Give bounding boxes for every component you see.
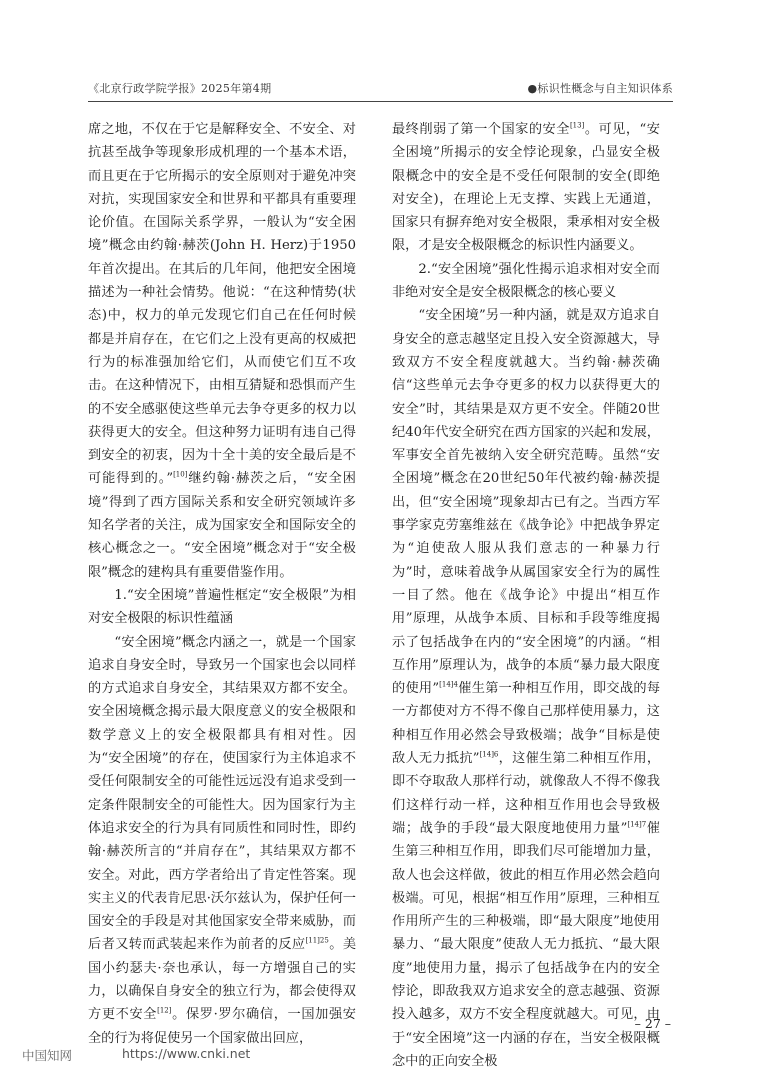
paragraph-text: 。美国小约瑟夫·奈也承认，每一方增强自己的实力，以确保自身安全的独立行为，都会使得双方更不安全 (88, 937, 357, 1023)
paragraph-text: 催生第三种相互作用，即我们尽可能增加力量，敌人也会这样做，彼此的相互作用必然会趋向极端。可见，根据“相互作用”原理，三种相互作用所产生的三种极端，即“最大限度”地使用暴力、“最大限度”使敌人无力抵抗、“最大限度”地使用力量，揭示了包括战争在内的安全悖论，即敌我双方追求安全的意志越强、资源投入越多，双方不安全程度就越大。可见，由于“安全困境”这一内涵的存在，当安全极限概念中的正向安全极 (392, 820, 660, 1069)
cnki-brand: 中国知网 (22, 1048, 73, 1063)
page-number: – 27 – (634, 1016, 671, 1031)
paragraph-text: 催生第一种相互作用，即交战的每一方都使对方不得不像自己那样使用暴力，这种相互作用必然会导致极端；战争“目标是使敌人无力抵抗” (392, 681, 661, 767)
citation: [12] (157, 1006, 172, 1015)
journal-title: 《北京行政学院学报》2025年第4期 (88, 82, 272, 95)
watermark-footer (0, 1046, 761, 1064)
right-column (392, 118, 660, 1073)
section-title: ●标识性概念与自主知识体系 (527, 82, 673, 95)
header-rule (88, 101, 673, 102)
paragraph-text: 。保罗·罗尔确信，一国加强安全的行为将促使另一个国家做出回应， (88, 1007, 356, 1046)
paragraph (392, 304, 660, 1073)
paragraph (88, 118, 356, 584)
paragraph (392, 118, 660, 258)
paragraph-text: ，这催生第二种相互作用，即不夺取敌人那样行动，就像敌人不得不像我们这样行动一样，这种相互作用也会导致极端；战争的手段“最大限度地使用力量” (392, 751, 661, 836)
section-heading: 1.“安全困境”普遍性框定“安全极限”为相对安全极限的标识性蕴涵 (88, 587, 356, 627)
paragraph-text: 最终削弱了第一个国家的安全 (392, 122, 570, 137)
citation: [13] (569, 121, 585, 130)
citation: [14]6 (479, 750, 499, 759)
paragraph-text: “安全困境”概念内涵之一，就是一个国家追求自身安全时，导致另一个国家也会以同样的方式追求自身安全，其结果双方都不安全。安全困境概念揭示最大限度意义的安全极限和数学意义上的安全极限都具有相对性。因为“安全困境”的存在，使国家行为主体追求不受任何限制安全的可能性远远没有追求受到一定条件限制安全的可能性大。因为国家行为主体追求安全的行为具有同质性和同时性，即约翰·赫茨所言的“并肩存在”，其结果双方都不安全。对此，西方学者给出了肯定性答案。现实主义的代表肯尼思·沃尔兹认为，保护任何一国安全的手段是对其他国家安全带来威胁，而后者又转而武装起来作为前者的反应 (88, 634, 356, 953)
paragraph-text: “安全困境”另一种内涵，就是双方追求自身安全的意志越坚定且投入安全资源越大，导致双方不安全程度就越大。当约翰·赫茨确信“这些单元去争夺更多的权力以获得更大的安全”时，其结果是双方更不安全。伴随20世纪40年代安全研究在西方国家的兴起和发展，军事安全首先被纳入安全研究范畴。虽然“安全困境”概念在20世纪50年代被约翰·赫茨提出，但“安全困境”现象却古已有之。当西方军事学家克劳塞维兹在《战争论》中把战争界定为“迫使敌人服从我们意志的一种暴力行为”时，意味着战争从属国家安全行为的属性一目了然。他在《战争论》中提出“相互作用”原理，从战争本质、目标和手段等维度揭示了包括战争在内的“安全困境”的内涵。“相互作用”原理认为，战争的本质“暴力最大限度的使用” (392, 308, 660, 697)
citation: [14]7 (627, 820, 647, 829)
citation: [10] (173, 471, 188, 480)
left-column (88, 118, 356, 1050)
paragraph-text: 继约翰·赫茨之后，“安全困境”得到了西方国际关系和安全研究领域许多知名学者的关注，成为国家安全和国际安全的核心概念之一。“安全困境”概念对于“安全极限”概念的建构具有重要借鉴作用。 (88, 471, 356, 580)
citation: [11]25 (305, 937, 329, 945)
running-header (88, 78, 673, 98)
paragraph-text: 席之地，不仅在于它是解释安全、不安全、对抗甚至战争等现象形成机理的一个基本术语，而且更在于它所揭示的安全原则对于避免冲突对抗，实现国家安全和世界和平都具有重要理论价值。在国际关系学界，一般认为“安全困境”概念由约翰·赫茨(John H. Herz)于1950年首次提出。在其后的几年间，他把安全困境描述为一种社会情势。他说：“在这种情势(状态)中，权力的单元发现它们自己在任何时候都是并肩存在，在它们之上没有更高的权威把行为的标准强加给它们，从而使它们互不攻击。在这种情况下，由相互猜疑和恐惧而产生的不安全感驱使这些单元去争夺更多的权力以获得更大的安全。但这种努力证明有违自己得到安全的初衷，因为十全十美的安全最后是不可能得到的。” (88, 122, 356, 487)
citation: [14]4 (439, 680, 458, 689)
paragraph (88, 631, 356, 1050)
section-heading: 2.“安全困境”强化性揭示追求相对安全而非绝对安全是安全极限概念的核心要义 (392, 261, 660, 301)
cnki-url[interactable]: https://www.cnki.net (122, 1046, 251, 1061)
paragraph-text: 。可见，“安全困境”所揭示的安全悖论现象，凸显安全极限概念中的安全是不受任何限制的安全(即绝对安全)，在理论上无支撑、实践上无通道，国家只有摒弃绝对安全极限，秉承相对安全极限，才是安全极限概念的标识性内涵要义。 (392, 122, 660, 254)
